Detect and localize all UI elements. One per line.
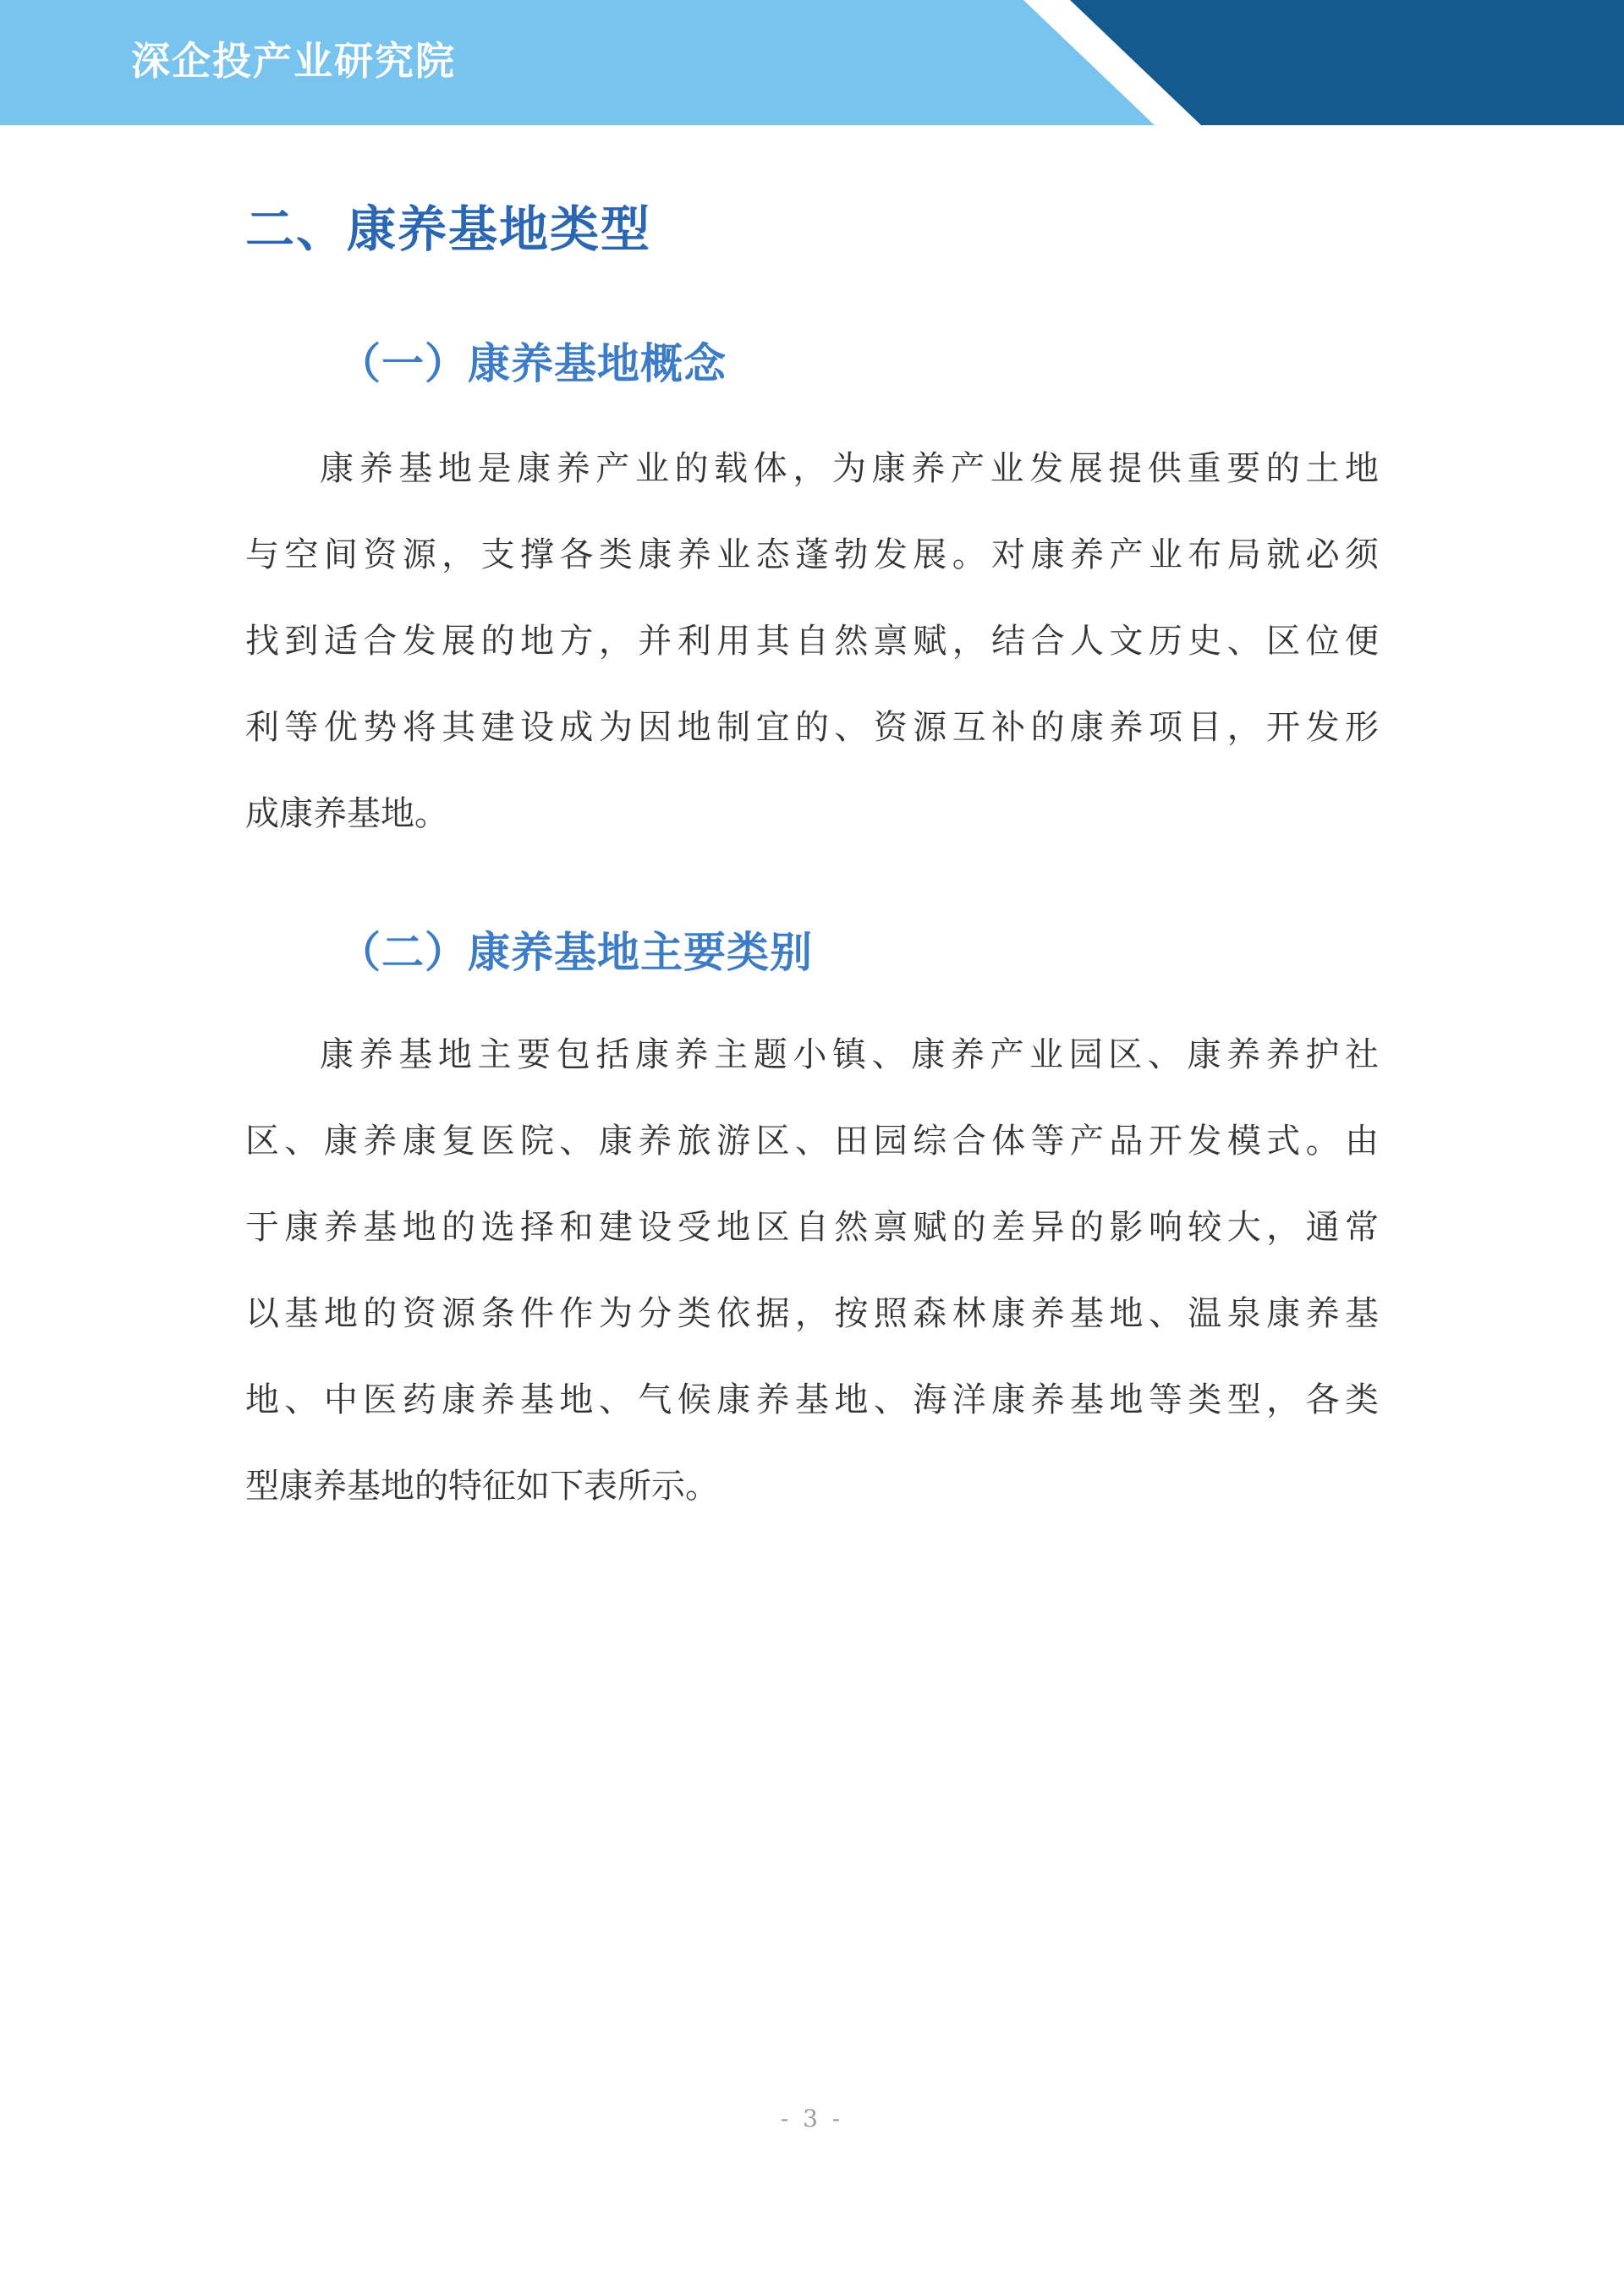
organization-name: 深企投产业研究院 xyxy=(131,38,456,84)
page-number: - 3 - xyxy=(780,2105,844,2132)
paragraph-line: 康养基地主要包括康养主题小镇、康养产业园区、康养养护社 xyxy=(320,1035,1379,1074)
paragraph-line: 以基地的资源条件作为分类依据，按照森林康养基地、温泉康养基 xyxy=(245,1294,1379,1333)
concept-paragraph xyxy=(245,425,1379,857)
paragraph-line: 找到适合发展的地方，并利用其自然禀赋，结合人文历史、区位便 xyxy=(245,622,1379,661)
subsection-title-categories: （二）康养基地主要类别 xyxy=(338,928,813,977)
paragraph-line: 于康养基地的选择和建设受地区自然禀赋的差异的影响较大，通常 xyxy=(245,1208,1379,1247)
paragraph-line: 康养基地是康养产业的载体，为康养产业发展提供重要的土地 xyxy=(320,449,1379,488)
paragraph-line: 型康养基地的特征如下表所示。 xyxy=(245,1467,719,1506)
categories-paragraph xyxy=(245,1012,1379,1529)
paragraph-line: 区、康养康复医院、康养旅游区、田园综合体等产品开发模式。由 xyxy=(245,1122,1379,1161)
paragraph-line: 利等优势将其建设成为因地制宜的、资源互补的康养项目，开发形 xyxy=(245,708,1379,747)
section-title: 二、康养基地类型 xyxy=(245,200,652,258)
subsection-title-concept: （一）康养基地概念 xyxy=(338,339,727,388)
paragraph-line: 成康养基地。 xyxy=(245,794,448,833)
paragraph-line: 与空间资源，支撑各类康养业态蓬勃发展。对康养产业布局就必须 xyxy=(245,535,1379,574)
header-dark-band xyxy=(1070,0,1624,125)
paragraph-line: 地、中医药康养基地、气候康养基地、海洋康养基地等类型，各类 xyxy=(245,1380,1379,1419)
page-header xyxy=(0,0,1624,125)
